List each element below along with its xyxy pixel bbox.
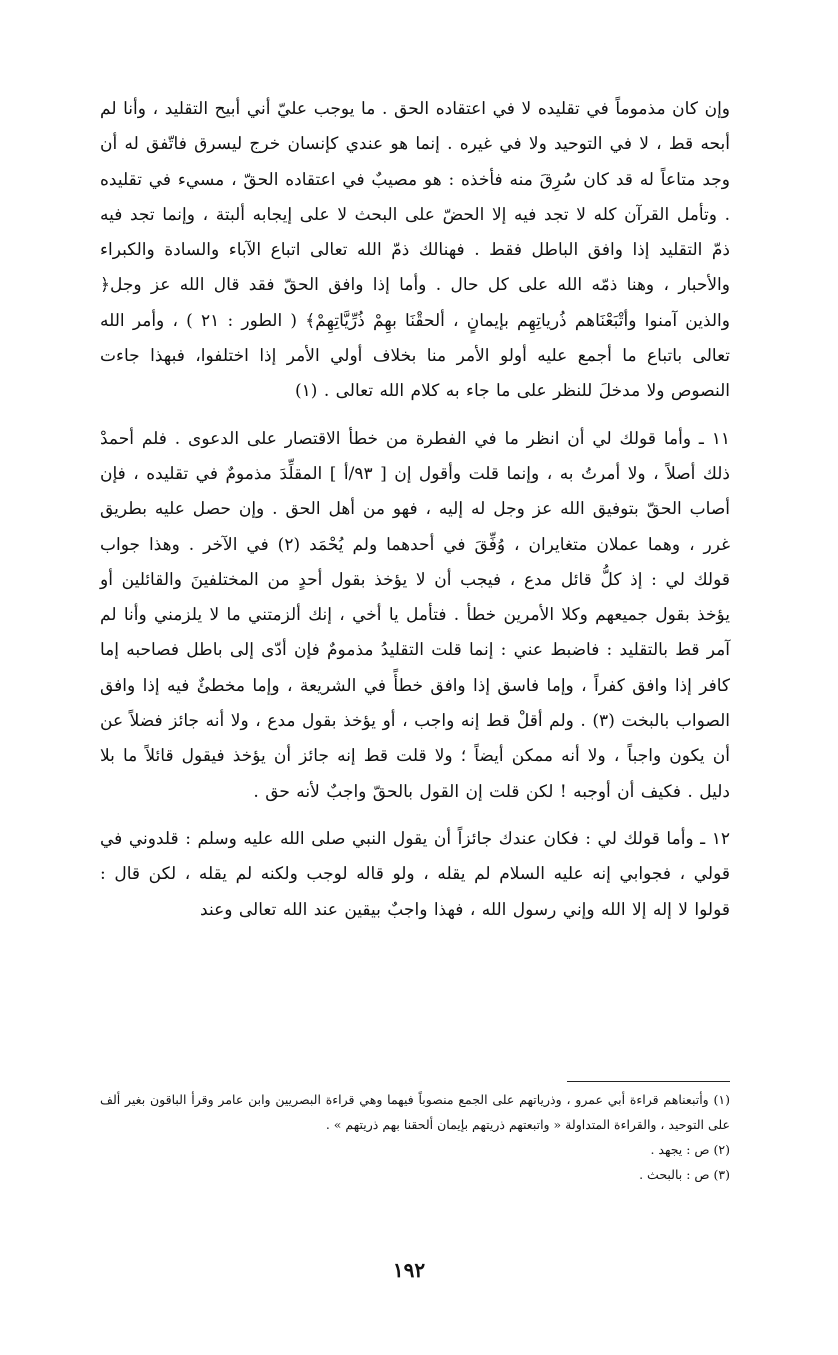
paragraph-12: ١٢ ـ وأما قولك لي : فكان عندك جائزاً أن يقول النبي صلى الله عليه وسلم : قلدوني في قولي ، فجوابي إنه عليه السلام لم يقله ، ولو قاله لوجب ولكنه لم يقله ، لكن قال : قولوا لا إله إلا الله وإني رسول الله ، فهذا واجبٌ بيقين عند الله تعالى وعند bbox=[100, 828, 730, 920]
footnote-3: (٣) ص : بالبحث . bbox=[639, 1167, 730, 1182]
paragraph-11: ١١ ـ وأما قولك لي أن انظر ما في الفطرة من خطأ الاقتصار على الدعوى . فلم أحمدْ ذلك أصلاً ، ولا أمرتُ به ، وإنما قلت وأقول إن [ ٩٣/أ ] المقلِّدَ مذمومٌ في تقليده ، فإن أصاب الحقّ بتوفيق الله عز وجل له إليه ، فهو من أهل الحق . وإن حصل عليه بطريق غرر ، وهما عملان متغايران ، وُفِّقَ في أحدهما ولم يُحْمَد (٢) في الآخر . وهذا جواب قولك لي : إذ كلُّ قائل مدع ، فيجب أن لا يؤخذ بقول أحدٍ من المختلفينَ والقائلين أو يؤخذ بقول جميعهم وكلا الأمرين خطأ . فتأمل يا أخي ، إنك ألزمتني ما لا يلزمني وأنا لم آمر قط بالتقليد : فاضبط عني : إنما قلت التقليدُ مذمومٌ فإن أدّى إلى باطل فصاحبه إما كافر إذا وافق كفراً ، وإما فاسق إذا وافق خطأً في الشريعة ، وإما مخطئٌ فيه إذا وافق الصواب بالبخت (٣) . ولم أقلْ قط إنه واجب ، أو يؤخذ بقول مدع ، ولا أنه جائز فضلاً عن أن يكون واجباً ، ولا أنه ممكن أيضاً ؛ ولا قلت قط إنه جائز أن يؤخذ فيقول قائلاً ما بلا دليل . فكيف أن أوجبه ! لكن قلت إن القول بالحقّ واجبٌ لأنه حق . bbox=[100, 428, 731, 802]
footnotes bbox=[100, 1087, 730, 1187]
page-number: ١٩٢ bbox=[392, 1258, 426, 1282]
main-text bbox=[100, 92, 730, 928]
footnote-2: (٢) ص : يجهد . bbox=[650, 1142, 730, 1157]
footnote-divider bbox=[567, 1081, 730, 1082]
paragraph-continuation: وإن كان مذموماً في تقليده لا في اعتقاده الحق . ما يوجب عليّ أني أبيح التقليد ، وأنا لم أبحه قط ، لا في التوحيد ولا في غيره . إنما هو عندي كإنسان خرج ليسرق فاتّفق له أن وجد متاعاً له قد كان سُرِقَ منه فأخذه : هو مصيبٌ في اعتقاده الحقّ ، مسيء في تقليده . وتأمل القرآن كله لا تجد فيه إلا الحضّ على البحث لا على إيجابه ألبتة ، وإنما تجد فيه ذمّ التقليد إذا وافق الباطل فقط . فهنالك ذمّ الله تعالى اتباع الآباء والسادة والكبراء والأحبار ، وهنا ذمّه الله على كل حال . وأما إذا وافق الحقّ فقد قال الله عز وجل﴿ والذين آمنوا وأتْبَعْنَاهم ذُرياتِهِم بإيمانٍ ، ألحقْنَا بهِمْ ذُرِّيَّاتِهِمْ﴾ ( الطور : ٢١ ) ، وأمر الله تعالى باتباع ما أجمع عليه أولو الأمر منا بخلاف أولي الأمر إذا اختلفوا، فبهذا جاءت النصوص ولا مدخلَ للنظر على ما جاء به كلام الله تعالى . (١) bbox=[100, 99, 730, 402]
footnote-1: (١) وأتبعناهم قراءة أبي عمرو ، وذرياتهم على الجمع منصوباً فيهما وهي قراءة البصريين وابن عامر وقرأ الباقون بغير ألف على التوحيد ، والقراءة المتداولة « واتبعتهم ذريتهم بإيمان ألحقنا بهم ذريتهم » . bbox=[100, 1092, 730, 1132]
